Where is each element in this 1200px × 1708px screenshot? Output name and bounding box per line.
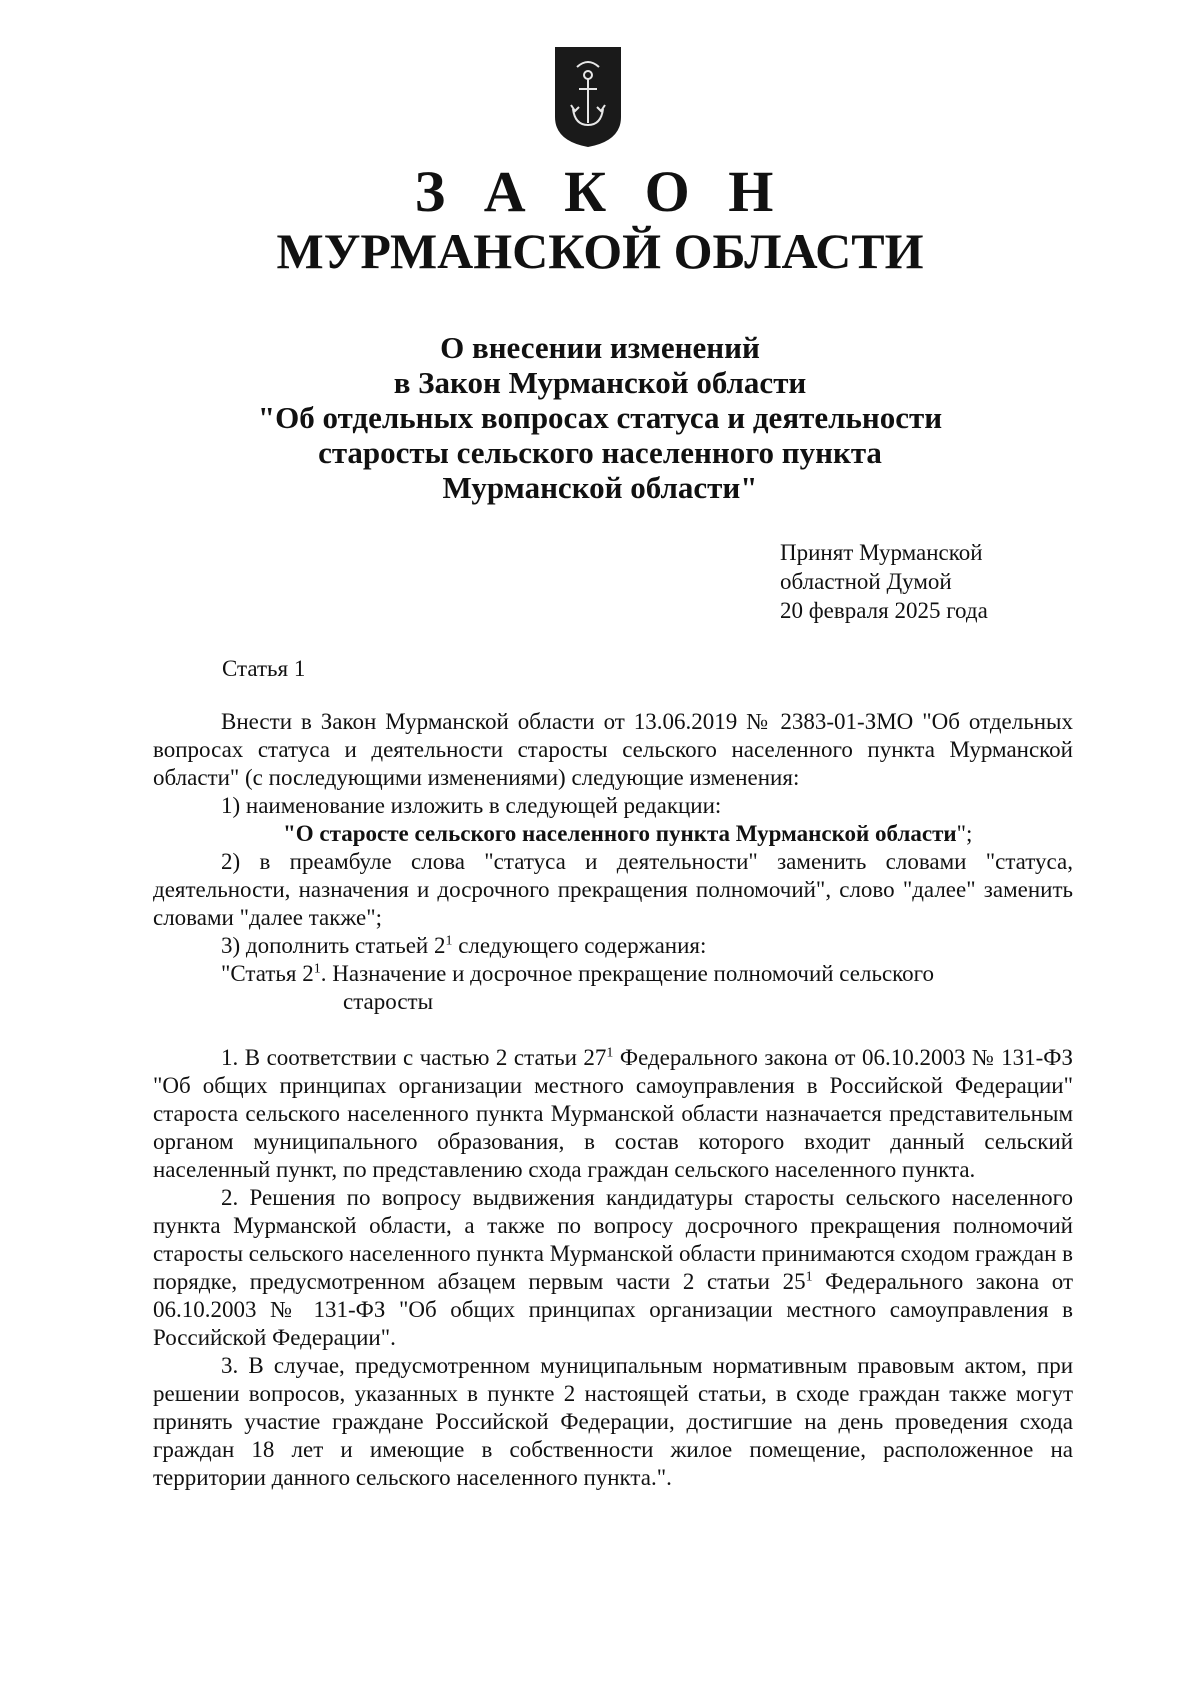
amendment-item-2: 2) в преамбуле слова "статуса и деятельности" заменить словами "статуса, деятельности, назначения и досрочного прекращения полномочий", слово "далее" заменить словами "далее также"; (153, 849, 1073, 930)
article-intro: Внести в Закон Мурманской области от 13.06.2019 № 2383-01-ЗМО "Об отдельных вопросах статуса и деятельности старосты сельского населенного пункта Мурманской области" (с последующими изменениями) следующие изменения: (153, 709, 1073, 790)
new-law-title: О старосте сельского населенного пункта Мурманской области (295, 821, 957, 846)
article-heading: Статья 1 (222, 656, 306, 681)
new-article-part-3: 3. В случае, предусмотренном муниципальным нормативным правовым актом, при решении вопросов, указанных в пункте 2 настоящей статьи, в сходе граждан также могут принять участие граждане Российской Федерации, достигшие на день проведения схода граждан 18 лет и имеющие в собственности жилое помещение, расположенное на территории данного сельского населенного пункта.". (153, 1353, 1073, 1490)
new-article-heading (153, 960, 1073, 988)
subject-line: старосты сельского населенного пункта (318, 435, 882, 470)
part-text: 2. Решения по вопросу выдвижения кандидатуры старосты сельского населенного пункта Мурманской области, а также по вопросу досрочного прекращения полномочий старосты сельского населенного пункта Мурманской области принимаются сходом граждан в порядке, предусмотренном абзацем первым части 2 статьи 25 (153, 1185, 1073, 1294)
subject-line: в Закон Мурманской области (393, 365, 807, 400)
new-title-quote (153, 820, 1073, 848)
new-article-number: "Статья 2 (221, 961, 314, 986)
superscript: 1 (805, 1269, 813, 1285)
adoption-line: Принят Мурманской (780, 540, 983, 565)
part-text: Федерального закона от 06.10.2003 № 131-ФЗ "Об общих принципах организации местного самоуправления в Российской Федерации" староста сельского населенного пункта Мурманской области назначается представительным органом муниципального образования, в состав которого входит данный сельский населенный пункт, по представлению схода граждан сельского населенного пункта. (153, 1045, 1073, 1182)
new-article-part-1 (153, 1044, 1073, 1184)
new-article-title: . Назначение и досрочное прекращение полномочий сельского (320, 961, 935, 986)
subject-line: О внесении изменений (440, 330, 760, 365)
quote-mark: "; (956, 821, 973, 846)
new-article-heading-cont: старосты (343, 989, 434, 1014)
item3-text: 3) дополнить статьей 2 (221, 933, 446, 958)
amendment-item-3 (153, 932, 1073, 960)
superscript: 1 (445, 933, 453, 949)
article-body (153, 708, 1073, 1492)
superscript: 1 (606, 1045, 614, 1061)
region-title: МУРМАНСКОЙ ОБЛАСТИ (276, 223, 924, 279)
document-type-title: З А К О Н (414, 159, 786, 224)
new-article-part-2 (153, 1184, 1073, 1352)
adoption-date: 20 февраля 2025 года (780, 598, 988, 623)
subject-line: "Об отдельных вопросах статуса и деятельности (257, 400, 943, 435)
part-text: Федерального закона от 06.10.2003 № 131-ФЗ "Об общих принципах организации местного самоуправления в Российской Федерации". (153, 1269, 1074, 1350)
part-text: 1. В соответствии с частью 2 статьи 27 (221, 1045, 607, 1070)
adoption-note (780, 538, 988, 625)
amendment-item-1: 1) наименование изложить в следующей редакции: (221, 793, 722, 818)
subject-line: Мурманской области" (442, 470, 758, 505)
item3-text: следующего содержания: (452, 933, 707, 958)
superscript: 1 (313, 961, 321, 977)
adoption-line: областной Думой (780, 569, 952, 594)
law-subject (100, 330, 1100, 505)
coat-of-arms-icon (553, 45, 623, 149)
quote-mark: " (283, 821, 296, 846)
